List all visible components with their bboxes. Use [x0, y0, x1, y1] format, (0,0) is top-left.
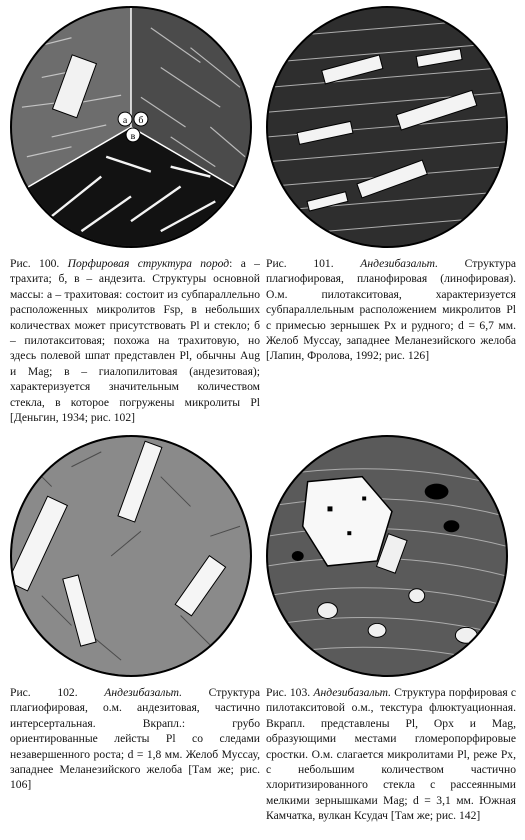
micrograph-102 — [10, 435, 252, 677]
caption-101 — [266, 256, 516, 364]
figure-102 — [10, 435, 260, 793]
caption-title: Андезибазальт. — [360, 257, 438, 270]
figure-100 — [10, 6, 260, 425]
micrograph-100-image — [12, 8, 250, 246]
caption-title: Андезибазальт. — [104, 686, 182, 699]
caption-number: Рис. 101. — [266, 257, 334, 270]
micrograph-103 — [266, 435, 508, 677]
micrograph-101 — [266, 6, 508, 248]
figure-103 — [266, 435, 516, 824]
micrograph-103-image — [268, 437, 506, 675]
caption-body: : а – трахита; б, в – андезита. Структуры основной массы: а – трахитовая: состоит из субпараллельно расположенных микролитов Fsp, в небольших количествах может присутствовать Pl и стекло; б – пилотакситовая; похожа на трахитовую, но здесь полевой шпат представлен Pl, обычны Aug и Mag; в – гиалопилитовая (андезитовая); характеризуется значительным количеством стекла, в которое погружены микролиты Pl [Деньгин, 1934; рис. 102] — [10, 257, 260, 425]
caption-number: Рис. 100. — [10, 257, 60, 270]
caption-body: Структура плагиофировая, планофировая (линофировая). О.м. пилотакситовая, характеризуется субпараллельным расположением микролитов Pl с примесью зернышек Px и рудного; d = 6,7 мм. Желоб Муссау, западнее Меланезийского желоба [Лапин, Фролова, 1992; рис. 126] — [266, 257, 517, 363]
caption-103 — [266, 685, 516, 824]
caption-title: Порфировая структура пород — [67, 257, 230, 270]
caption-title: Андезибазальт. — [313, 686, 392, 699]
sector-label-a: а — [122, 115, 128, 127]
micrograph-101-image — [268, 8, 506, 246]
micrograph-102-image — [12, 437, 250, 675]
caption-100 — [10, 256, 260, 425]
sector-label-b: б — [138, 115, 144, 127]
sector-label-c: в — [130, 130, 136, 142]
caption-102 — [10, 685, 260, 793]
micrograph-100 — [10, 6, 252, 248]
caption-number: Рис. 103. — [266, 686, 311, 699]
figure-101 — [266, 6, 516, 364]
caption-body: Структура порфировая с пилотакситовой о.м., текстура флюктуационная. Вкрапл. представлены Pl, Opx и Mag, образующими местами гломеропорфировые сростки. О.м. слагается микролитами Pl, реже Px, с небольшим количеством частично хлоритизированного стекла с рассеянными мелкими зернышками Mag; d = 3,1 мм. Южная Камчатка, вулкан Ксудач [Там же; рис. 142] — [266, 686, 516, 823]
caption-body: Структура плагиофировая, о.м. андезитовая, частично интерсертальная. Вкрапл.: грубо ориентированные лейсты Pl со следами незавершенного роста; d = 1,8 мм. Желоб Муссау, западнее Меланезийского желоба [Там же; рис. 106] — [10, 686, 261, 792]
caption-number: Рис. 102. — [10, 686, 78, 699]
